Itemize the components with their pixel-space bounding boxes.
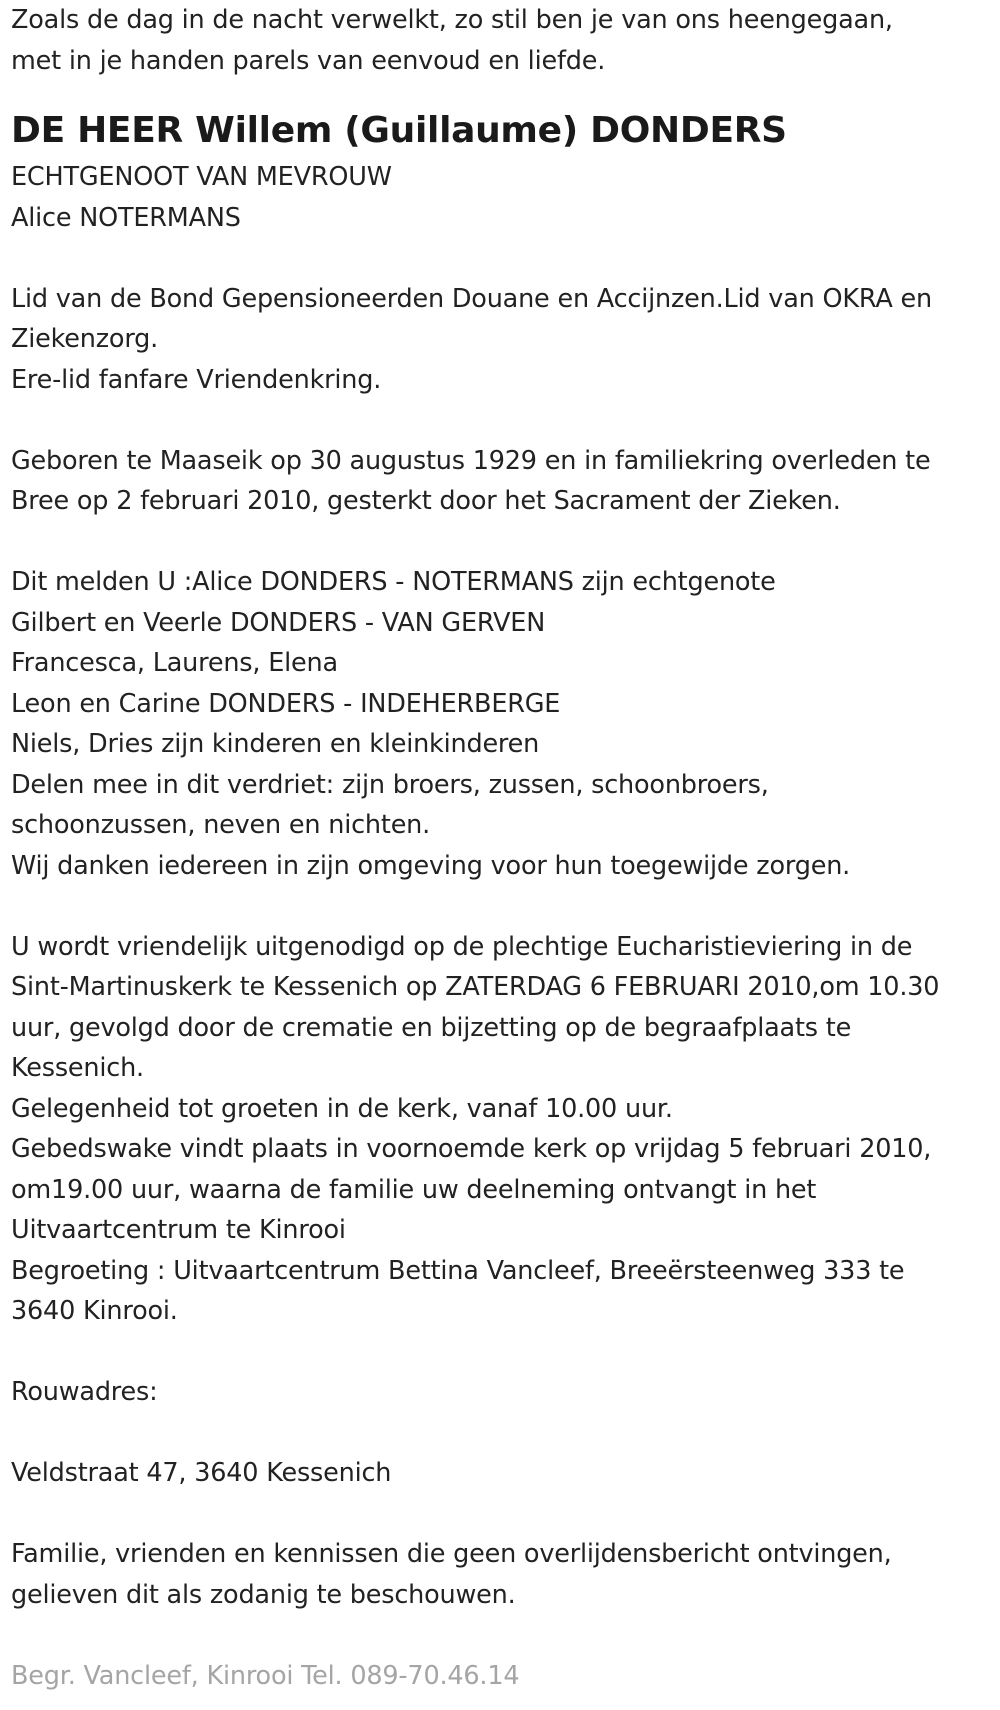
family-line: Gilbert en Veerle DONDERS - VAN GERVEN [11, 607, 546, 638]
spouse-info [11, 157, 991, 238]
family-line: Wij danken iedereen in zijn omgeving voor hun toegewijde zorgen. [11, 850, 851, 881]
membership-line: Ziekenzorg. [11, 324, 159, 354]
spacer [11, 1615, 991, 1656]
closing-line: gelieven dit als zodanig te beschouwen. [11, 1579, 516, 1610]
ceremony-line: 3640 Kinrooi. [11, 1296, 178, 1326]
family-line: Dit melden U :Alice DONDERS - NOTERMANS zijn echtgenote [11, 567, 776, 597]
ceremony-line: Gebedswake vindt plaats in voornoemde kerk op vrijdag 5 februari 2010, [11, 1134, 932, 1164]
closing-line: Familie, vrienden en kennissen die geen overlijdensbericht ontvingen, [11, 1539, 892, 1569]
ceremony-line: om19.00 uur, waarna de familie uw deelneming ontvangt in het [11, 1174, 817, 1205]
membership-line: Ere-lid fanfare Vriendenkring. [11, 364, 382, 395]
membership-line: Lid van de Bond Gepensioneerden Douane en Accijnzen.Lid van OKRA en [11, 283, 932, 314]
spacer [11, 1332, 991, 1373]
ceremony-line: Kessenich. [11, 1053, 144, 1083]
spouse-line: ECHTGENOOT VAN MEVROUW [11, 162, 392, 192]
memberships [11, 279, 991, 401]
closing-note [11, 1534, 991, 1615]
poem-line: Zoals de dag in de nacht verwelkt, zo stil ben je van ons heengegaan, [11, 5, 893, 35]
spacer [11, 400, 991, 441]
birth-death [11, 441, 991, 522]
poem [11, 0, 991, 81]
ceremony-details [11, 927, 991, 1332]
deceased-name: DE HEER Willem (Guillaume) DONDERS [11, 110, 787, 151]
spouse-name: Alice NOTERMANS [11, 202, 241, 233]
ceremony-line: Begroeting : Uitvaartcentrum Bettina Vancleef, Breeërsteenweg 333 te [11, 1255, 905, 1286]
ceremony-line: Gelegenheid tot groeten in de kerk, vanaf 10.00 uur. [11, 1093, 673, 1124]
poem-line: met in je handen parels van eenvoud en liefde. [11, 45, 606, 76]
ceremony-line: Uitvaartcentrum te Kinrooi [11, 1215, 346, 1245]
obituary-notice [11, 0, 991, 1696]
family-line: Niels, Dries zijn kinderen en kleinkinderen [11, 729, 540, 759]
family-line: Francesca, Laurens, Elena [11, 648, 338, 678]
spacer [11, 238, 991, 279]
family-line: Leon en Carine DONDERS - INDEHERBERGE [11, 688, 561, 719]
spacer [11, 1494, 991, 1535]
undertaker-footer: Begr. Vancleef, Kinrooi Tel. 089-70.46.14 [11, 1660, 520, 1691]
ceremony-line: uur, gevolgd door de crematie en bijzetting op de begraafplaats te [11, 1012, 852, 1043]
family-line: schoonzussen, neven en nichten. [11, 810, 431, 840]
spacer [11, 522, 991, 563]
birth-death-line: Geboren te Maaseik op 30 augustus 1929 en in familiekring overleden te [11, 445, 931, 476]
birth-death-line: Bree op 2 februari 2010, gesterkt door het Sacrament der Zieken. [11, 486, 841, 516]
family-announcement [11, 562, 991, 886]
family-line: Delen mee in dit verdriet: zijn broers, zussen, schoonbroers, [11, 769, 769, 800]
ceremony-line: U wordt vriendelijk uitgenodigd op de plechtige Eucharistieviering in de [11, 931, 913, 962]
spacer [11, 886, 991, 927]
mourning-address-label: Rouwadres: [11, 1377, 158, 1407]
ceremony-line: Sint-Martinuskerk te Kessenich op ZATERDAG 6 FEBRUARI 2010,om 10.30 [11, 972, 940, 1002]
mourning-address: Veldstraat 47, 3640 Kessenich [11, 1458, 392, 1488]
spacer [11, 1413, 991, 1454]
